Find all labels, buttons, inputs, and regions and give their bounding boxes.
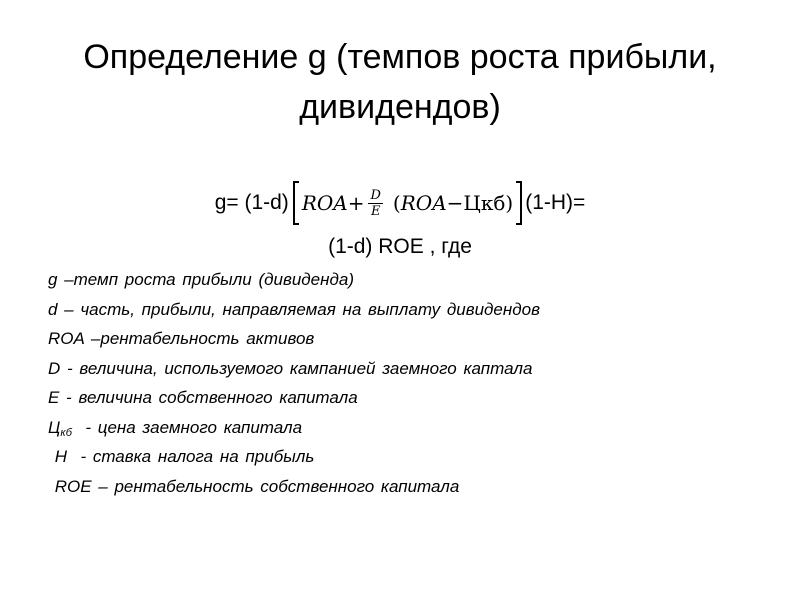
ckb-letter: Ц	[48, 417, 61, 437]
formula-ckb: Цкб	[463, 191, 506, 215]
formula-line-1	[0, 175, 800, 231]
definitions-list	[48, 265, 768, 501]
definition-d: d – часть, прибыли, направляемая на выплату дивидендов	[48, 299, 540, 319]
ckb-text: - цена заемного капитала	[71, 417, 303, 437]
formula-fraction	[368, 188, 382, 219]
fraction-denominator: E	[370, 203, 381, 219]
formula-minus: −	[446, 191, 464, 215]
definition-ckb	[48, 413, 768, 443]
slide-title: Определение g (темпов роста прибыли, дивидендов)	[83, 38, 717, 126]
definition-roe: ROE – рентабельность собственного капитала	[48, 476, 460, 496]
definition-roa: ROA –рентабельность активов	[48, 329, 315, 348]
definition-debt: D - величина, используемого кампанией заемного каптала	[48, 358, 533, 378]
definition-g: g –темп роста прибыли (дивиденда)	[48, 270, 355, 289]
formula-line-2: (1-d) ROE , где	[328, 235, 472, 258]
fraction-numerator: D	[370, 187, 381, 203]
definition-equity: E - величина собственного капитала	[48, 388, 358, 407]
formula-roa-2: ROA	[400, 191, 447, 215]
definition-tax: H - ставка налога на прибыль	[48, 447, 315, 466]
formula-paren-open: (	[392, 191, 401, 215]
formula-paren-close: )	[505, 191, 514, 215]
formula-rhs: (1-H)=	[525, 191, 586, 214]
formula-roa-1: ROA	[301, 191, 348, 215]
left-bracket	[293, 181, 299, 225]
right-bracket	[516, 181, 522, 225]
formula-lhs: g= (1-d)	[214, 191, 289, 214]
ckb-subscript: кб	[60, 426, 72, 439]
formula-plus: +	[347, 191, 365, 215]
